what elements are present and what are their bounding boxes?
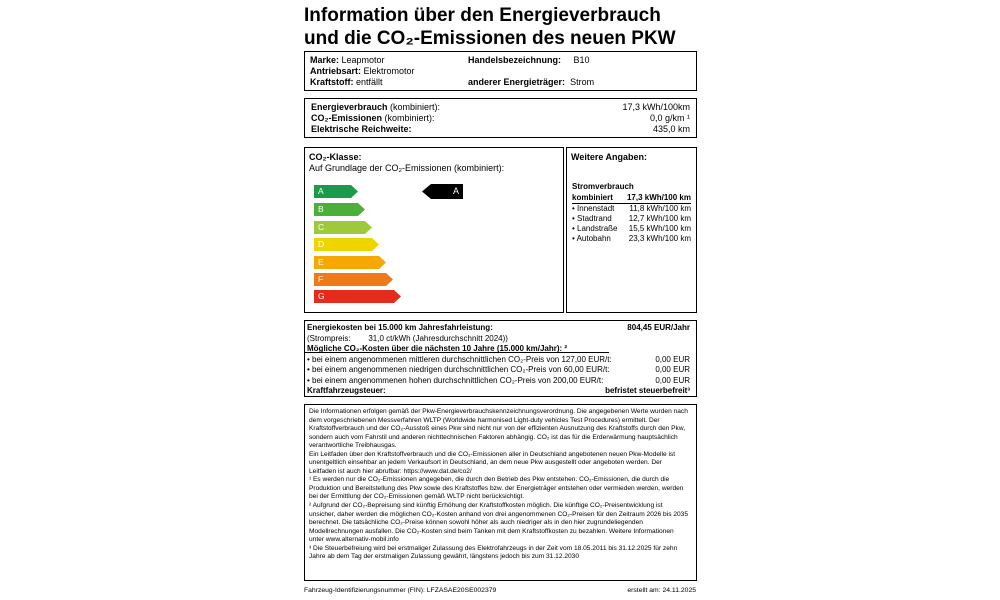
stadtrand-value: 12,7 kWh/100 km: [628, 214, 691, 223]
note-line: Die Informationen erfolgen gemäß der Pkw-Energieverbrauchskennzeichnungsverordnung. Die angegebenen Werte wurden nach: [309, 408, 688, 415]
innenstadt-label: • Innenstadt: [572, 204, 615, 213]
power-consumption-heading: Stromverbrauch: [572, 182, 634, 191]
note-line: Kraftstoffverbrauch und der CO₂-Ausstoß eines Pkw sind nicht nur von der effizienten Ausnutzung des Kraftstoffs durch den Pkw,: [309, 425, 686, 433]
drive-value: Elektromotor: [363, 66, 415, 76]
landstrasse-label: • Landstraße: [572, 224, 618, 233]
innenstadt-value: 11,8 kWh/100 km: [629, 204, 691, 213]
vehicle-info-box: [304, 51, 697, 91]
note-line: dem vorgeschriebenen Messverfahren WLTP (Worldwide harmonised Light-duty vehicles Test Procedures) ermittelt. Der: [309, 416, 660, 424]
combined-value: 17,3 kWh/100 km: [626, 193, 691, 202]
energy-costs-label: Energiekosten bei 15.000 km Jahresfahrleistung:: [307, 323, 493, 332]
combined-label: kombiniert: [572, 193, 613, 202]
fuel-label: Kraftstoff:: [310, 77, 354, 87]
co2-low-value: 0,00 EUR: [655, 365, 690, 374]
note-line: unter www.alternativ-mobil.info: [309, 536, 399, 544]
co2-low-label: • bei einem angenommenen niedrigen durchschnittlichen CO₂-Preis von 60,00 EUR/t:: [307, 365, 610, 374]
co2-high-value: 0,00 EUR: [655, 375, 690, 385]
notes-box: [304, 404, 697, 581]
note-line: ¹ Es werden nur die CO₂-Emissionen angegeben, die durch den Betrieb des Pkw entstehen. CO₂-Emissionen, die durch die: [309, 476, 670, 484]
further-info-heading: Weitere Angaben:: [571, 152, 648, 162]
title-line-1: Information über den Energieverbrauch: [304, 5, 661, 26]
autobahn-label: • Autobahn: [572, 234, 611, 243]
note-line: ² Aufgrund der CO₂-Bepreisung sind künftig Erhöhung der Kraftstoffkosten möglich. Die künftige CO₂-Preisentwicklung ist: [309, 502, 663, 510]
costs-box: [304, 320, 697, 397]
consumption-box: Energieverbrauch (kombiniert): 17,3 kWh/100km CO₂-Emissionen (kombiniert): 0,0 g/km ¹ Elektrische Reichweite: 435,0 km: [304, 98, 697, 138]
vin-footer: Fahrzeug-Identifizierungsnummer (FIN): LFZASAE20SE002379: [304, 587, 497, 594]
drive-label: Antriebsart:: [310, 66, 362, 76]
current-class-indicator: A: [422, 184, 463, 199]
note-line: Produktion und Bereitstellung des Pkw sowie des Kraftstoffes bzw. der Energieträger entstehen oder vermieden werden, werden: [309, 484, 684, 492]
other-energy-label: anderer Energieträger:: [468, 77, 566, 87]
energy-costs-value: 804,45 EUR/Jahr: [627, 323, 690, 332]
note-line: Leitfaden ist auch hier abrufbar: https://www.dat.de/co2/: [309, 467, 472, 475]
brand-value: Leapmotor: [341, 55, 385, 65]
note-line: berechnet. Die tatsächliche CO₂-Preise können sowohl höher als auch niedriger als in den hier zugrundeliegenden: [309, 519, 643, 527]
note-line: verantwortliche Treibhausgas.: [309, 442, 397, 450]
note-line: ³ Die Steuerbefreiung wird bei erstmaliger Zulassung des Elektrofahrzeugs in der Zeit vom 18.05.2011 bis 31.12.2025 für zehn: [309, 544, 678, 552]
brand-label: Marke:: [310, 55, 340, 65]
co2-mid-label: • bei einem angenommenen mittleren durchschnittlichen CO₂-Preis von 127,00 EUR/t:: [307, 354, 612, 364]
created-date: erstellt am: 24.11.2025: [627, 587, 696, 594]
range-value: 435,0 km: [652, 124, 690, 134]
vehicle-tax-value: befristet steuerbefreit³: [605, 386, 690, 395]
range-label: Elektrische Reichweite:: [311, 124, 412, 134]
co2-label: CO₂-Emissionen: [311, 113, 383, 123]
co2-value: 0,0 g/km ¹: [649, 113, 690, 123]
power-price: (Strompreis: 31,0 ct/kWh (Jahresdurchschnitt 2024)): [307, 333, 508, 343]
note-line: sondern auch vom Fahrstil und anderen nichttechnischen Faktoren abhängig. CO₂ ist das für die Erderwärmung hauptsächlich: [309, 433, 678, 441]
title-line-2: und die CO₂-Emissionen des neuen PKW: [304, 28, 676, 49]
trade-name-label: Handelsbezeichnung:: [468, 55, 562, 65]
co2-class-heading: CO₂-Klasse:: [309, 152, 362, 162]
energy-label: Energieverbrauch: [311, 102, 388, 112]
further-info-box: [566, 147, 697, 313]
possible-co2-costs: Mögliche CO₂-Kosten über die nächsten 10 Jahre (15.000 km/Jahr): ²: [307, 344, 568, 353]
note-line: unentgeltlich einsehbar an jedem Verkaufsort in Deutschland, an dem neue Pkw ausgestellt oder angeboten werden. Der: [309, 459, 662, 467]
note-line: Ein Leitfaden über den Kraftstoffverbrauch und die CO₂-Emissionen aller in Deutschland angebotenen neuen Pkw-Modelle ist: [309, 450, 676, 458]
co2-high-label: • bei einem angenommenen hohen durchschnittlichen CO₂-Preis von 200,00 EUR/t:: [307, 375, 604, 385]
costs-divider: [304, 352, 609, 353]
note-line: unsicher, daher werden die möglichen CO₂-Kosten anhand von drei angenommenen CO₂-Preisen für den Zeitraum 2026 bis 2035: [309, 510, 688, 518]
note-line: Modellrechnungen ausfallen. Die CO₂-Kosten sind beim Tanken mit dem Kraftstoffkosten zu bezahlen. Weitere Informationen: [309, 527, 674, 535]
trade-name-value: B10: [573, 55, 590, 65]
fuel-value: entfällt: [356, 77, 383, 87]
other-energy-value: Strom: [570, 77, 595, 87]
co2-mid-value: 0,00 EUR: [655, 354, 690, 364]
co2-class-subheading: Auf Grundlage der CO₂-Emissionen (kombiniert):: [309, 163, 505, 173]
note-line: bei der Ermittlung der CO₂-Emissionen gemäß WLTP nicht berücksichtigt.: [309, 493, 525, 501]
vehicle-tax-label: Kraftfahrzeugsteuer:: [307, 386, 386, 395]
autobahn-value: 23,3 kWh/100 km: [628, 234, 691, 243]
note-line: Jahre ab dem Tag der erstmaligen Zulassung gewährt, längstens jedoch bis zum 31.12.2030: [309, 553, 580, 561]
landstrasse-value: 15,5 kWh/100 km: [628, 224, 691, 233]
stadtrand-label: • Stadtrand: [572, 214, 612, 223]
energy-value: 17,3 kWh/100km: [622, 102, 690, 112]
